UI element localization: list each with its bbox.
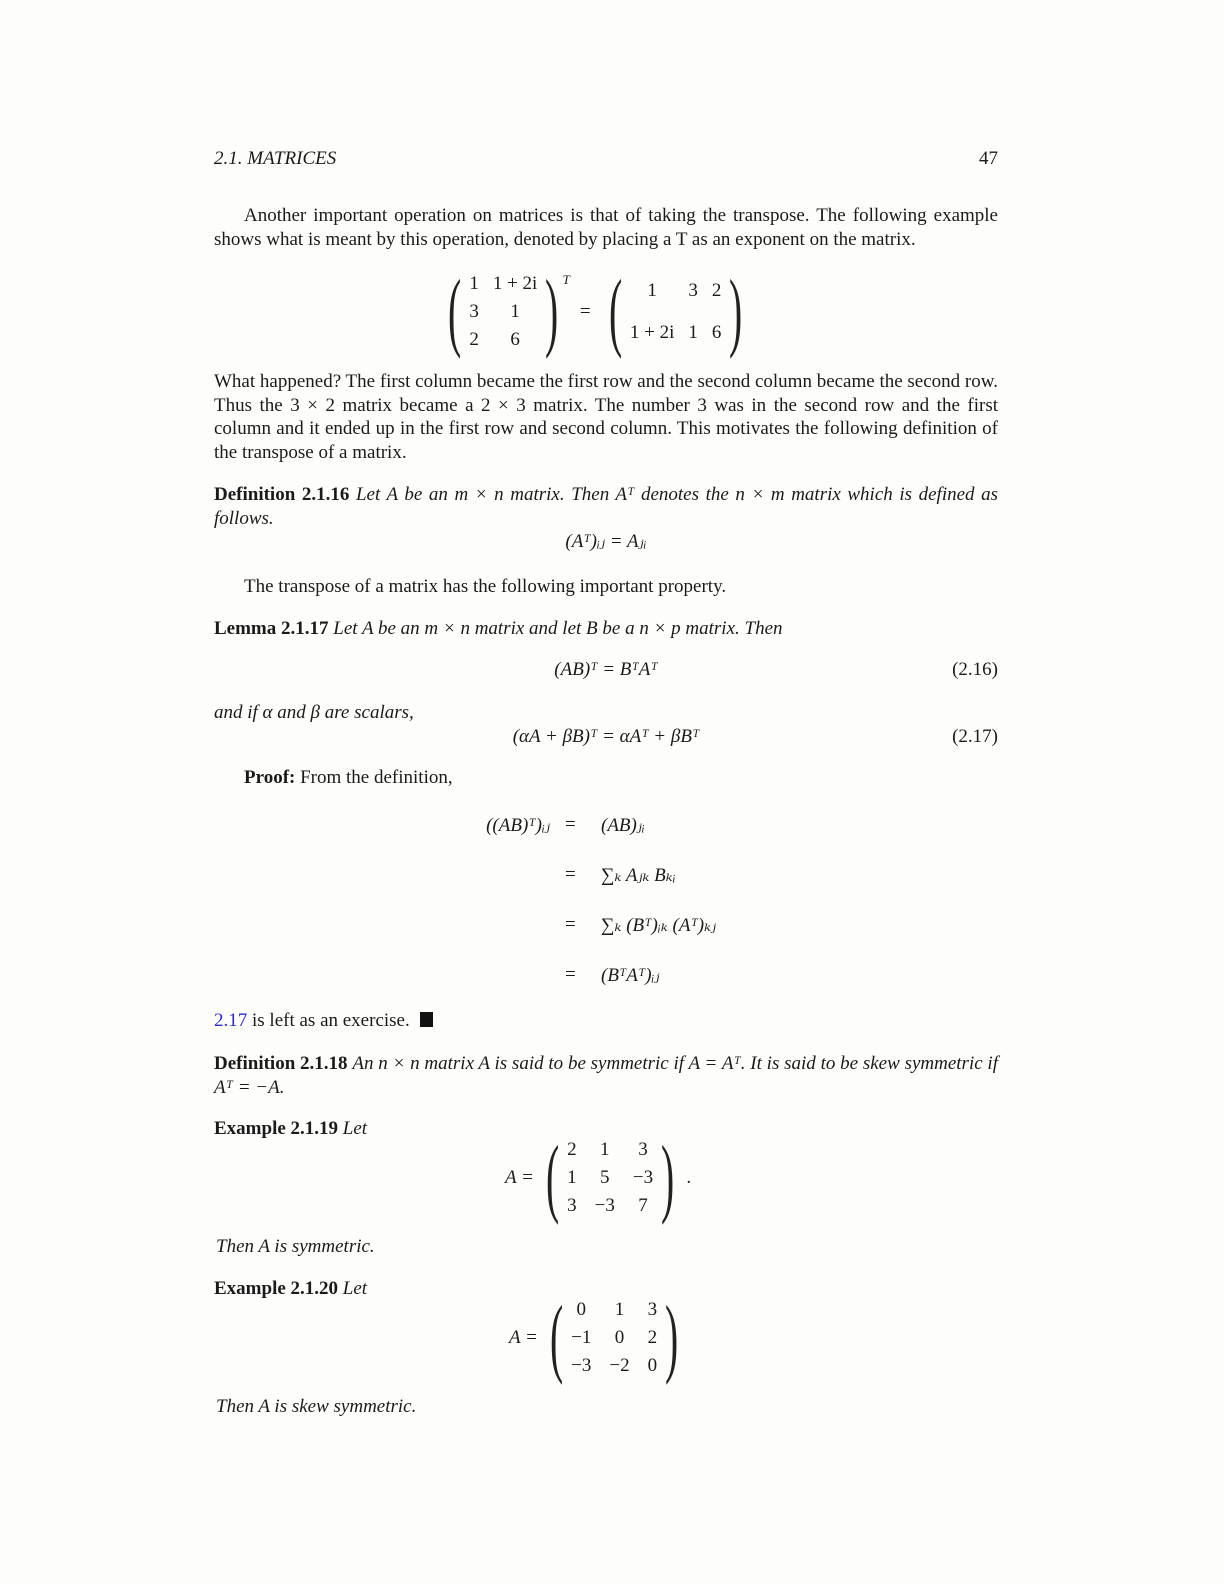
definition-label: Definition 2.1.16 — [214, 484, 350, 505]
example-2-1-20-matrix-eq: A = ( 0 1 3 −1 0 2 −3 −2 0 ) — [509, 1289, 679, 1386]
proof-step — [565, 814, 716, 864]
exercise-text: is left as an exercise. — [252, 1010, 410, 1031]
matrix-cell: 1 — [614, 1299, 625, 1320]
matrix-cell: 1 — [510, 301, 520, 322]
matrix-cell: 6 — [510, 329, 520, 350]
matrix-cell: 1 — [469, 273, 479, 294]
matrix-cell: 0 — [614, 1327, 625, 1348]
transpose-example — [440, 263, 751, 360]
intro-paragraph: Another important operation on matrices is that of taking the transpose. The following example shows what is meant by this operation, denoted by placing a T as an exponent on the matrix. — [214, 205, 998, 250]
proof-step-expression: (BᵀAᵀ)ᵢⱼ — [601, 965, 660, 986]
definition-equation: (Aᵀ)ᵢⱼ = Aⱼᵢ — [565, 531, 647, 552]
equation-2-16: (AB)ᵀ = BᵀAᵀ — [554, 659, 658, 680]
exercise-line — [214, 1010, 433, 1032]
matrix-cell: 1 — [600, 1139, 610, 1160]
equals-sign: = — [579, 301, 591, 322]
explanation-paragraph: What happened? The first column became the first row and the second column became the second row. Thus the 3 × 2 matrix became a 2 × 3 matrix. The number 3 was in the second row and the first column and it ended up in the first row and second column. This motivates the following definition of the transpose of a matrix. — [214, 371, 998, 463]
property-intro: The transpose of a matrix has the following important property. — [244, 576, 727, 597]
lemma-text: Let A be an m × n matrix and let B be a n × p matrix. Then — [333, 618, 783, 639]
example-2-1-20-conclusion: Then A is skew symmetric. — [216, 1396, 417, 1417]
definition-text: An n × n matrix A is said to be symmetric if A = Aᵀ. It is said to be skew symmetric if Aᵀ = −A. — [214, 1053, 998, 1098]
matrix-cell: 1 — [688, 322, 698, 343]
matrix-cell: 3 — [638, 1139, 648, 1160]
matrix-cell: 7 — [638, 1195, 648, 1216]
matrix-lhs: A = — [505, 1167, 534, 1188]
proof-step-expression: (AB)ⱼᵢ — [601, 815, 645, 836]
right-matrix: ( 1 3 2 1 + 2i 1 6 ) — [608, 263, 743, 360]
proof-text: From the definition, — [300, 767, 453, 788]
matrix-cell: −3 — [632, 1167, 654, 1188]
proof-step-expression: ∑ₖ (Bᵀ)ᵢₖ (Aᵀ)ₖⱼ — [601, 915, 717, 936]
example-label: Example 2.1.19 — [214, 1118, 339, 1139]
matrix-cell: 1 + 2i — [492, 273, 538, 294]
matrix-cell: −3 — [571, 1355, 592, 1376]
example-2-1-20-heading — [214, 1278, 367, 1300]
example-2-1-19-matrix-eq: A = ( 2 1 3 1 5 −3 3 −3 7 ) . — [505, 1129, 692, 1226]
equation-number-2-16: (2.16) — [952, 659, 998, 680]
page-number: 47 — [979, 148, 998, 169]
equation-2-17: (αA + βB)ᵀ = αAᵀ + βBᵀ — [512, 726, 700, 747]
running-header-section: 2.1. MATRICES — [214, 148, 337, 169]
equation-ref-link[interactable]: 2.17 — [214, 1010, 248, 1031]
matrix-cell: 3 — [647, 1299, 658, 1320]
equals-sign: = — [565, 914, 576, 935]
lemma-label: Lemma 2.1.17 — [214, 618, 329, 639]
proof-lhs: ((AB)ᵀ)ᵢⱼ — [486, 815, 550, 836]
transpose-exponent: T — [562, 272, 570, 287]
matrix-cell: 3 — [567, 1195, 577, 1216]
example-label: Example 2.1.20 — [214, 1278, 339, 1299]
proof-step-expression: ∑ₖ Aⱼₖ Bₖᵢ — [601, 865, 676, 886]
matrix-cell: 2 — [469, 329, 479, 350]
matrix-cell: 5 — [600, 1167, 610, 1188]
matrix-cell: −2 — [609, 1355, 630, 1376]
matrix-cell: 2 — [647, 1327, 658, 1348]
matrix-cell: 1 + 2i — [629, 322, 675, 343]
matrix-cell: 0 — [647, 1355, 658, 1376]
definition-label: Definition 2.1.18 — [214, 1053, 348, 1074]
matrix-period: . — [686, 1167, 692, 1188]
example-let: Let — [342, 1278, 368, 1299]
proof-intro — [244, 767, 453, 789]
matrix-lhs: A = — [509, 1327, 538, 1348]
example-2-1-19-conclusion: Then A is symmetric. — [216, 1236, 375, 1257]
matrix-cell: 1 — [647, 280, 657, 301]
definition-2-1-16 — [214, 483, 998, 530]
equals-sign: = — [565, 964, 576, 985]
matrix-cell: 2 — [567, 1139, 577, 1160]
matrix-cell: 1 — [567, 1167, 577, 1188]
matrix-cell: 0 — [576, 1299, 587, 1320]
matrix-cell: 6 — [711, 322, 722, 343]
proof-step — [565, 914, 716, 964]
proof-label: Proof: — [244, 767, 296, 788]
matrix-cell: −1 — [571, 1327, 592, 1348]
lemma-2-1-17 — [214, 617, 998, 641]
matrix-cell: 3 — [469, 301, 479, 322]
left-matrix: ( 1 1 + 2i 3 1 2 6 ) — [448, 263, 559, 360]
proof-steps — [565, 814, 716, 1014]
definition-2-1-18 — [214, 1052, 998, 1099]
equation-number-2-17: (2.17) — [952, 726, 998, 747]
matrix-cell: −3 — [594, 1195, 615, 1216]
equals-sign: = — [565, 814, 576, 835]
matrix-cell: 3 — [688, 280, 698, 301]
proof-step — [565, 864, 716, 914]
matrix-cell: 2 — [711, 280, 722, 301]
example-let: Let — [342, 1118, 368, 1139]
lemma-middle-text: and if α and β are scalars, — [214, 702, 414, 723]
proof-step — [565, 964, 716, 1014]
equals-sign: = — [565, 864, 576, 885]
definition-text: Let A be an m × n matrix. Then Aᵀ denotes the n × m matrix which is defined as follows. — [214, 484, 999, 529]
example-2-1-19-heading — [214, 1118, 367, 1140]
qed-square-icon — [420, 1012, 433, 1027]
